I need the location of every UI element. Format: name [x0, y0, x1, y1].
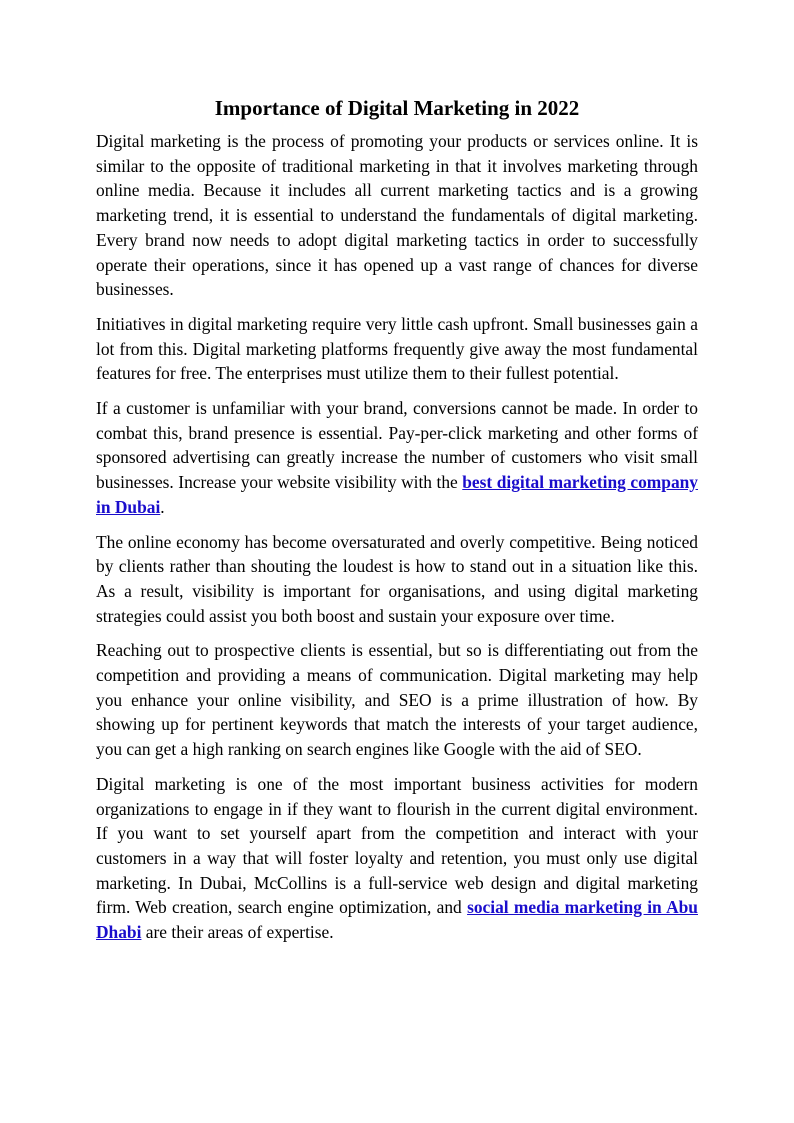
- social-media-marketing-link[interactable]: social media marketing in Abu Dhabi: [96, 897, 698, 943]
- paragraph-3-end: .: [160, 496, 165, 517]
- paragraph-3: [96, 396, 698, 520]
- paragraph-6-text: Digital marketing is one of the most important business activities for modern organizations to engage in if they want to flourish in the current digital environment. If you want to set yourself apart from the competition and interact with your customers in a way that will foster loyalty and retention, you must only use digital marketing. In Dubai, McCollins is a full-service web design and digital marketing firm. Web creation, search engine optimization, and: [96, 773, 698, 918]
- paragraph-3-text: If a customer is unfamiliar with your brand, conversions cannot be made. In order to combat this, brand presence is essential. Pay-per-click marketing and other forms of sponsored advertising can greatly increase the number of customers who visit small businesses. Increase your website visibility with the: [96, 398, 698, 493]
- paragraph-4: The online economy has become oversaturated and overly competitive. Being noticed by clients rather than shouting the loudest is how to stand out in a situation like this. As a result, visibility is important for organisations, and using digital marketing strategies could assist you both boost and sustain your exposure over time.: [96, 531, 698, 626]
- best-digital-marketing-company-link[interactable]: best digital marketing company in Dubai: [96, 472, 699, 517]
- paragraph-6-end: are their areas of expertise.: [141, 922, 334, 943]
- paragraph-1: Digital marketing is the process of promoting your products or services online. It is similar to the opposite of traditional marketing in that it involves marketing through online media. Because it includes all current marketing tactics and is a growing marketing trend, it is essential to understand the fundamentals of digital marketing. Every brand now needs to adopt digital marketing tactics in order to successfully operate their operations, since it has opened up a vast range of chances for diverse businesses.: [96, 131, 698, 300]
- paragraph-2: Initiatives in digital marketing require very little cash upfront. Small businesses gain a lot from this. Digital marketing platforms frequently give away the most fundamental features for free. The enterprises must utilize them to their fullest potential.: [96, 313, 698, 384]
- paragraph-5: Reaching out to prospective clients is essential, but so is differentiating out from the competition and providing a means of communication. Digital marketing may help you enhance your online visibility, and SEO is a prime illustration of how. By showing up for pertinent keywords that match the interests of your target audience, you can get a high ranking on search engines like Google with the aid of SEO.: [96, 640, 698, 760]
- document-title: Importance of Digital Marketing in 2022: [214, 96, 580, 120]
- document-page: [96, 94, 698, 955]
- paragraph-6: [96, 772, 698, 945]
